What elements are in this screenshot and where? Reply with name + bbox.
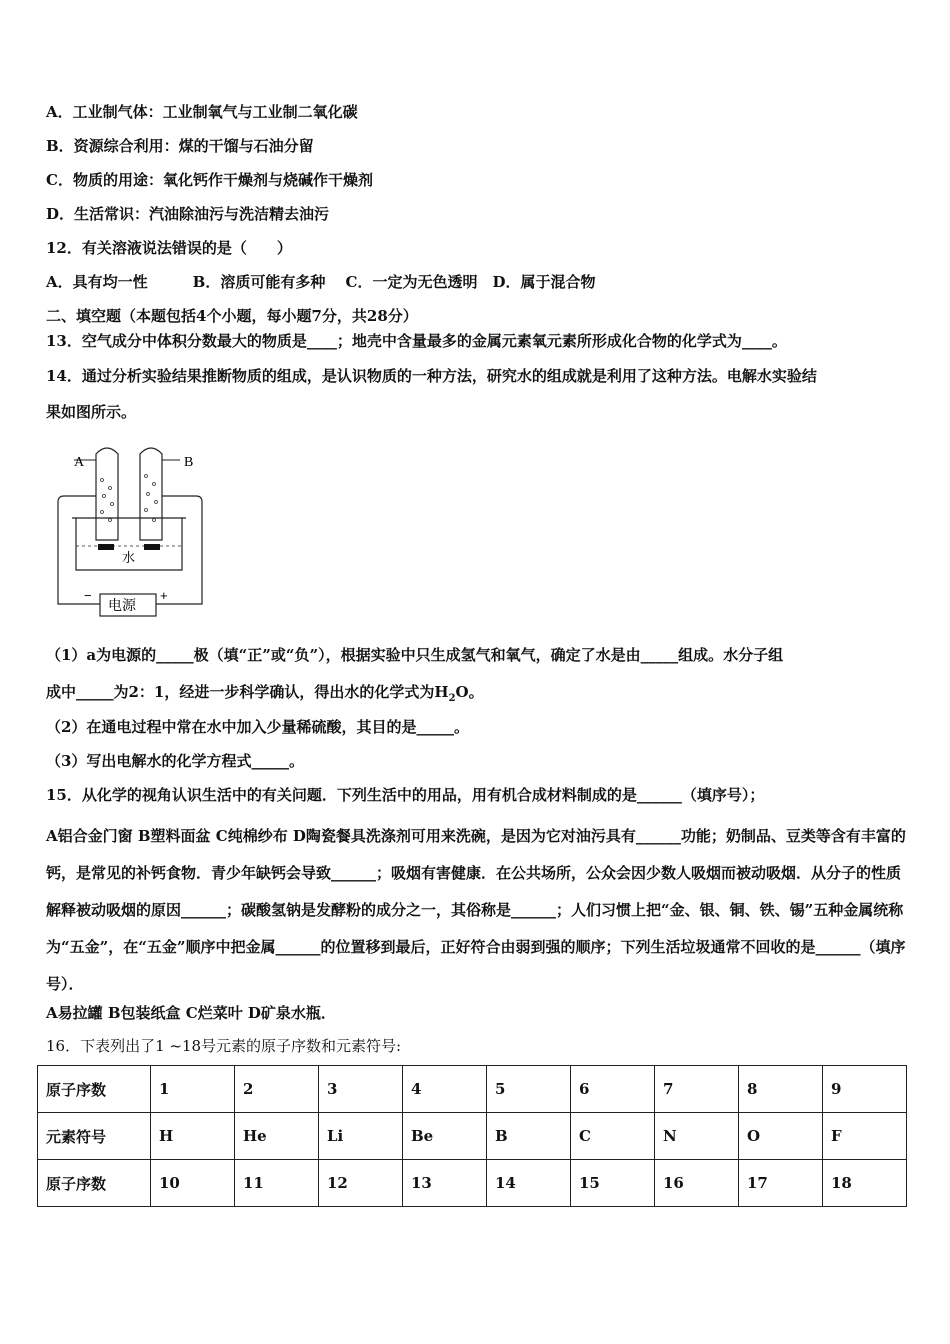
table-cell: 11 (235, 1160, 319, 1207)
table-cell: 14 (487, 1160, 571, 1207)
question-14-2: （2）在通电过程中常在水中加入少量稀硫酸，其目的是_____。 (46, 718, 469, 736)
table-cell: H (151, 1113, 235, 1160)
table-cell: 5 (487, 1066, 571, 1113)
table-cell: 10 (151, 1160, 235, 1207)
table-row (38, 1066, 907, 1113)
power-supply-label: 电源 (108, 599, 136, 614)
electrolysis-apparatus-figure (50, 440, 210, 620)
table-cell: 3 (319, 1066, 403, 1113)
table-row (38, 1160, 907, 1207)
table-cell: C (571, 1113, 655, 1160)
table-cell: 7 (655, 1066, 739, 1113)
table-cell: 2 (235, 1066, 319, 1113)
table-cell: 12 (319, 1160, 403, 1207)
question-12-options: A．具有均一性 B．溶质可能有多种 C．一定为无色透明 D．属于混合物 (46, 273, 596, 291)
question-13: 13．空气成分中体积分数最大的物质是____；地壳中含量最多的金属元素氧元素所形成化合物的化学式为____。 (46, 332, 787, 350)
table-cell: He (235, 1113, 319, 1160)
table-cell: Li (319, 1113, 403, 1160)
option-11d: D．生活常识：汽油除油污与洗洁精去油污 (46, 205, 330, 223)
table-cell: 6 (571, 1066, 655, 1113)
question-14-line1: 14．通过分析实验结果推断物质的组成，是认识物质的一种方法，研究水的组成就是利用了这种方法。电解水实验结 (46, 367, 817, 385)
table-cell: 9 (823, 1066, 907, 1113)
option-11a: A．工业制气体：工业制氧气与工业制二氧化碳 (46, 103, 358, 121)
question-14-1-line2: 成中_____为2：1，经进一步科学确认，得出水的化学式为$H_2O$。 (46, 683, 484, 704)
table-cell: 16 (655, 1160, 739, 1207)
table-cell: 13 (403, 1160, 487, 1207)
row-header-cell: 原子序数 (38, 1066, 151, 1113)
table-cell: 1 (151, 1066, 235, 1113)
water-label: 水 (122, 550, 136, 565)
table-row (38, 1113, 907, 1160)
row-header-cell: 元素符号 (38, 1113, 151, 1160)
minus-sign: − (84, 588, 92, 603)
table-cell: 15 (571, 1160, 655, 1207)
question-15-body: A铝合金门窗 B塑料面盆 C纯棉纱布 D陶瓷餐具洗涤剂可用来洗碗，是因为它对油污具有______功能；奶制品、豆类等含有丰富的钙，是常见的补钙食物．青少年缺钙会导致______；吸烟有害健康．在公共场所，公众会因少数人吸烟而被动吸烟．从分子的性质解释被动吸烟的原因______；碳酸氢钠是发酵粉的成分之一，其俗称是______；人们习惯上把“金、银、铜、铁、锡”五种金属统称为“五金”，在“五金”顺序中把金属______的位置移到最后，正好符合由弱到强的顺序；下列生活垃圾通常不回收的是______（填序号）． (46, 827, 906, 993)
table-cell: F (823, 1113, 907, 1160)
label-a: A (74, 455, 85, 470)
section-2-heading: 二、填空题（本题包括4个小题，每小题7分，共28分） (46, 307, 418, 325)
question-15-options: A易拉罐 B包装纸盒 C烂菜叶 D矿泉水瓶． (46, 1004, 336, 1022)
question-14-3: （3）写出电解水的化学方程式_____。 (46, 752, 304, 770)
question-14-1-line1: （1）a为电源的_____极（填“正”或“负”），根据实验中只生成氢气和氧气，确定了水是由_____组成。水分子组 (46, 646, 784, 664)
row-header-cell: 原子序数 (38, 1160, 151, 1207)
table-cell: N (655, 1113, 739, 1160)
label-b: B (184, 455, 194, 470)
option-11b: B．资源综合利用：煤的干馏与石油分留 (46, 137, 314, 155)
table-cell: 8 (739, 1066, 823, 1113)
table-cell: Be (403, 1113, 487, 1160)
question-16: 16．下表列出了1 ~18号元素的原子序数和元素符号: (46, 1037, 402, 1055)
plus-sign: + (160, 588, 168, 603)
element-table (37, 1065, 907, 1207)
question-15: 15．从化学的视角认识生活中的有关问题．下列生活中的用品，用有机合成材料制成的是______（填序号）； (46, 786, 765, 804)
table-cell: 17 (739, 1160, 823, 1207)
question-12: 12．有关溶液说法错误的是（ ） (46, 239, 292, 257)
table-cell: 18 (823, 1160, 907, 1207)
table-cell: O (739, 1113, 823, 1160)
question-14-line2: 果如图所示。 (46, 403, 137, 421)
table-cell: 4 (403, 1066, 487, 1113)
table-cell: B (487, 1113, 571, 1160)
option-11c: C．物质的用途：氧化钙作干燥剂与烧碱作干燥剂 (46, 171, 373, 189)
